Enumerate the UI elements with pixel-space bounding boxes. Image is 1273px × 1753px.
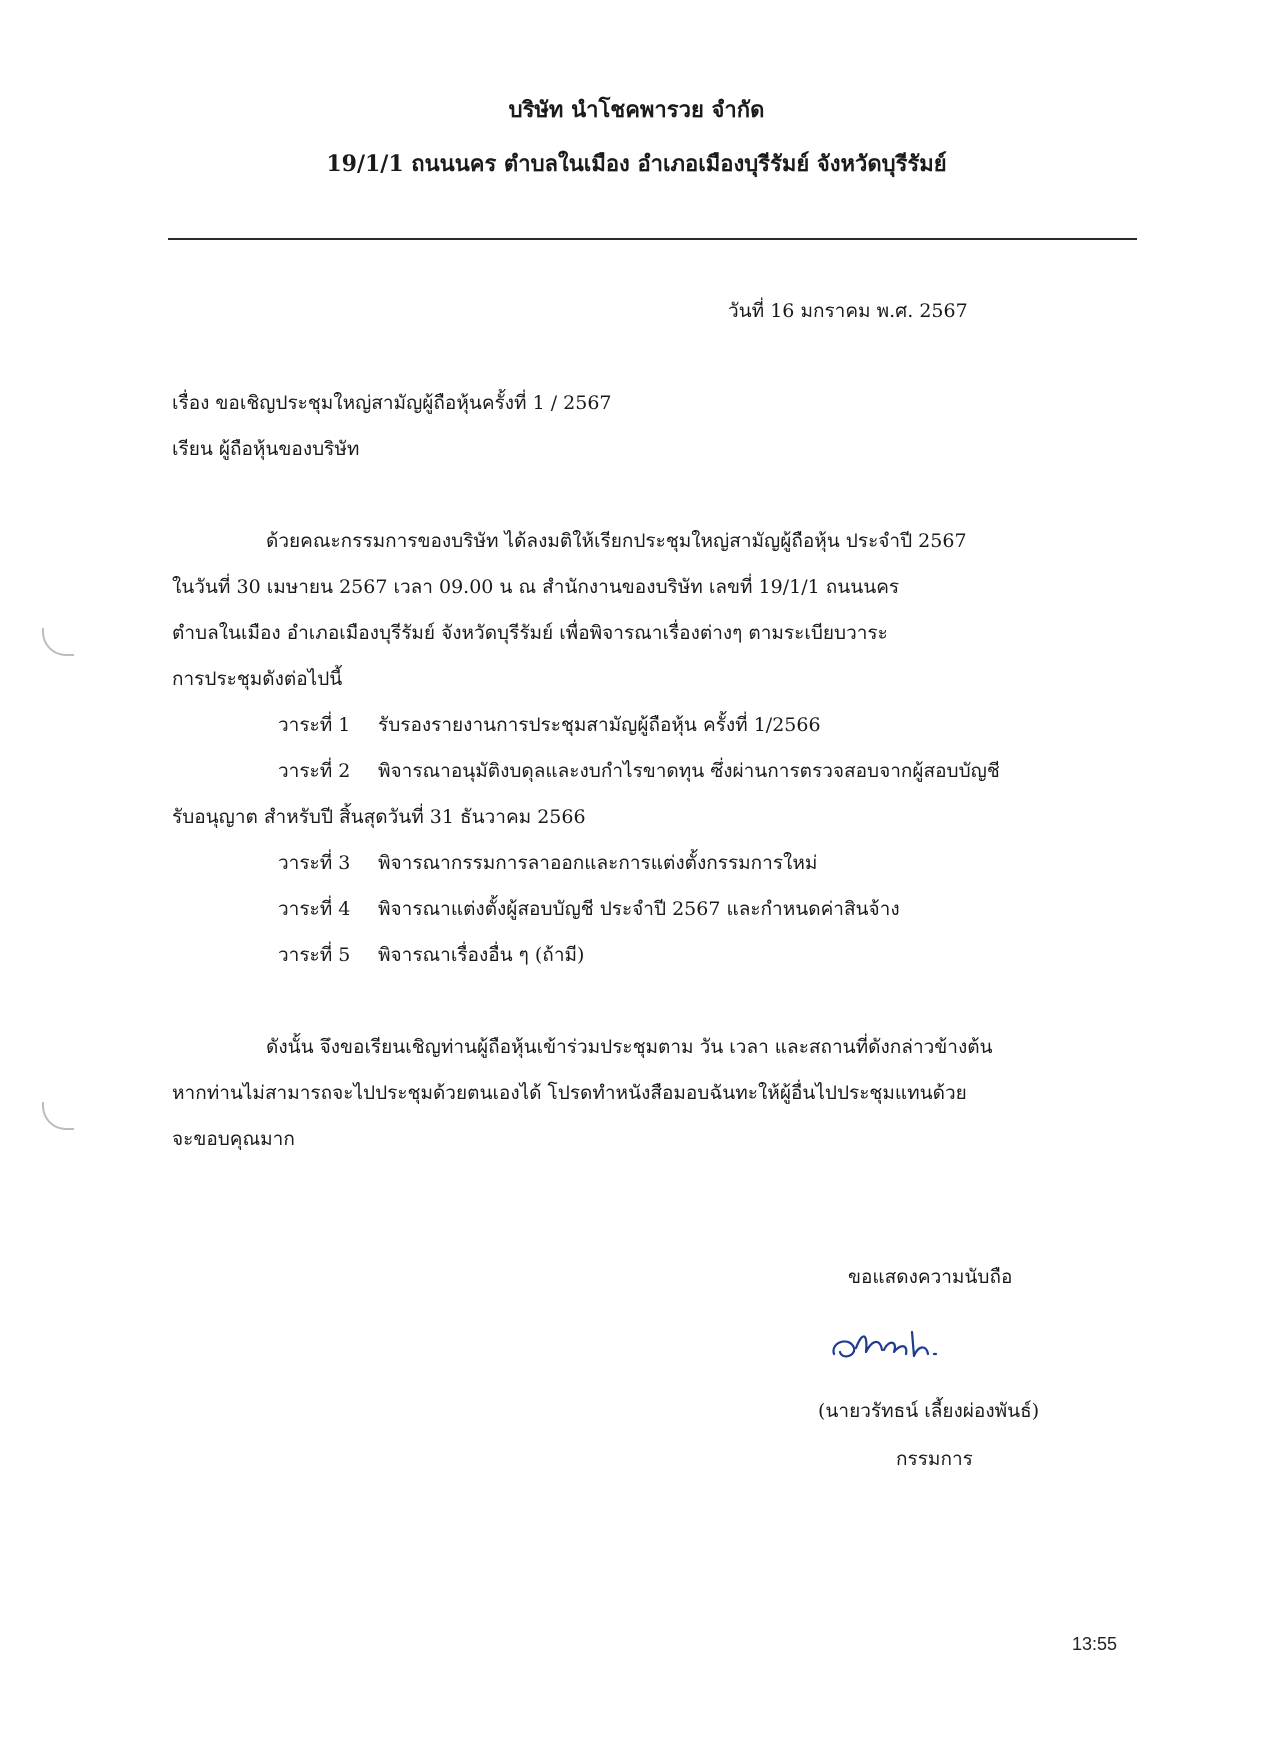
agenda-text: พิจารณาเรื่องอื่น ๆ (ถ้ามี) bbox=[378, 944, 585, 966]
letter-date: วันที่ 16 มกราคม พ.ศ. 2567 bbox=[728, 300, 968, 322]
agenda-item bbox=[278, 756, 1000, 786]
signatory-name: (นายวรัทธน์ เลี้ยงผ่องพันธ์) bbox=[818, 1400, 1040, 1422]
agenda-number: วาระที่ 2 bbox=[278, 760, 351, 782]
header-divider bbox=[168, 238, 1137, 240]
letter-subject: เรื่อง ขอเชิญประชุมใหญ่สามัญผู้ถือหุ้นครั้งที่ 1 / 2567 bbox=[172, 392, 612, 414]
agenda-item bbox=[278, 848, 817, 878]
agenda-text: พิจารณาแต่งตั้งผู้สอบบัญชี ประจำปี 2567 และกำหนดค่าสินจ้าง bbox=[378, 898, 900, 920]
agenda-continuation: รับอนุญาต สำหรับปี สิ้นสุดวันที่ 31 ธันวาคม 2566 bbox=[172, 806, 586, 828]
punch-hole-mark bbox=[42, 628, 74, 656]
agenda-text: รับรองรายงานการประชุมสามัญผู้ถือหุ้น ครั้งที่ 1/2566 bbox=[378, 714, 821, 736]
agenda-item bbox=[278, 940, 584, 970]
letter-recipient: เรียน ผู้ถือหุ้นของบริษัท bbox=[172, 438, 360, 460]
company-name: บริษัท นำโชคพารวย จำกัด bbox=[508, 97, 765, 123]
agenda-number: วาระที่ 4 bbox=[278, 898, 351, 920]
agenda-number: วาระที่ 5 bbox=[278, 944, 351, 966]
timestamp: 13:55 bbox=[1072, 1634, 1118, 1654]
closing-line: จะขอบคุณมาก bbox=[172, 1128, 295, 1150]
closing-line: หากท่านไม่สามารถจะไปประชุมด้วยตนเองได้ โปรดทำหนังสือมอบฉันทะให้ผู้อื่นไปประชุมแทนด้วย bbox=[172, 1082, 967, 1104]
punch-hole-mark bbox=[42, 1102, 74, 1130]
agenda-text: พิจารณาอนุมัติงบดุลและงบกำไรขาดทุน ซึ่งผ่านการตรวจสอบจากผู้สอบบัญชี bbox=[378, 760, 1000, 782]
intro-line: การประชุมดังต่อไปนี้ bbox=[172, 668, 343, 690]
agenda-number: วาระที่ 3 bbox=[278, 852, 351, 874]
intro-line: ตำบลในเมือง อำเภอเมืองบุรีรัมย์ จังหวัดบุรีรัมย์ เพื่อพิจารณาเรื่องต่างๆ ตามระเบียบวาระ bbox=[172, 622, 888, 644]
company-address: 19/1/1 ถนนนคร ตำบลในเมือง อำเภอเมืองบุรีรัมย์ จังหวัดบุรีรัมย์ bbox=[326, 151, 947, 177]
closing-line: ดังนั้น จึงขอเรียนเชิญท่านผู้ถือหุ้นเข้าร่วมประชุมตาม วัน เวลา และสถานที่ดังกล่าวข้างต้น bbox=[266, 1036, 993, 1058]
agenda-item bbox=[278, 710, 821, 740]
agenda-item bbox=[278, 894, 900, 924]
intro-line: ในวันที่ 30 เมษายน 2567 เวลา 09.00 น ณ สำนักงานของบริษัท เลขที่ 19/1/1 ถนนนคร bbox=[172, 576, 900, 598]
intro-line: ด้วยคณะกรรมการของบริษัท ได้ลงมติให้เรียกประชุมใหญ่สามัญผู้ถือหุ้น ประจำปี 2567 bbox=[266, 530, 967, 552]
sign-off: ขอแสดงความนับถือ bbox=[848, 1266, 1013, 1288]
agenda-number: วาระที่ 1 bbox=[278, 714, 351, 736]
signatory-title: กรรมการ bbox=[896, 1448, 973, 1470]
agenda-text: พิจารณากรรมการลาออกและการแต่งตั้งกรรมการใหม่ bbox=[378, 852, 818, 874]
handwritten-signature bbox=[828, 1318, 978, 1370]
